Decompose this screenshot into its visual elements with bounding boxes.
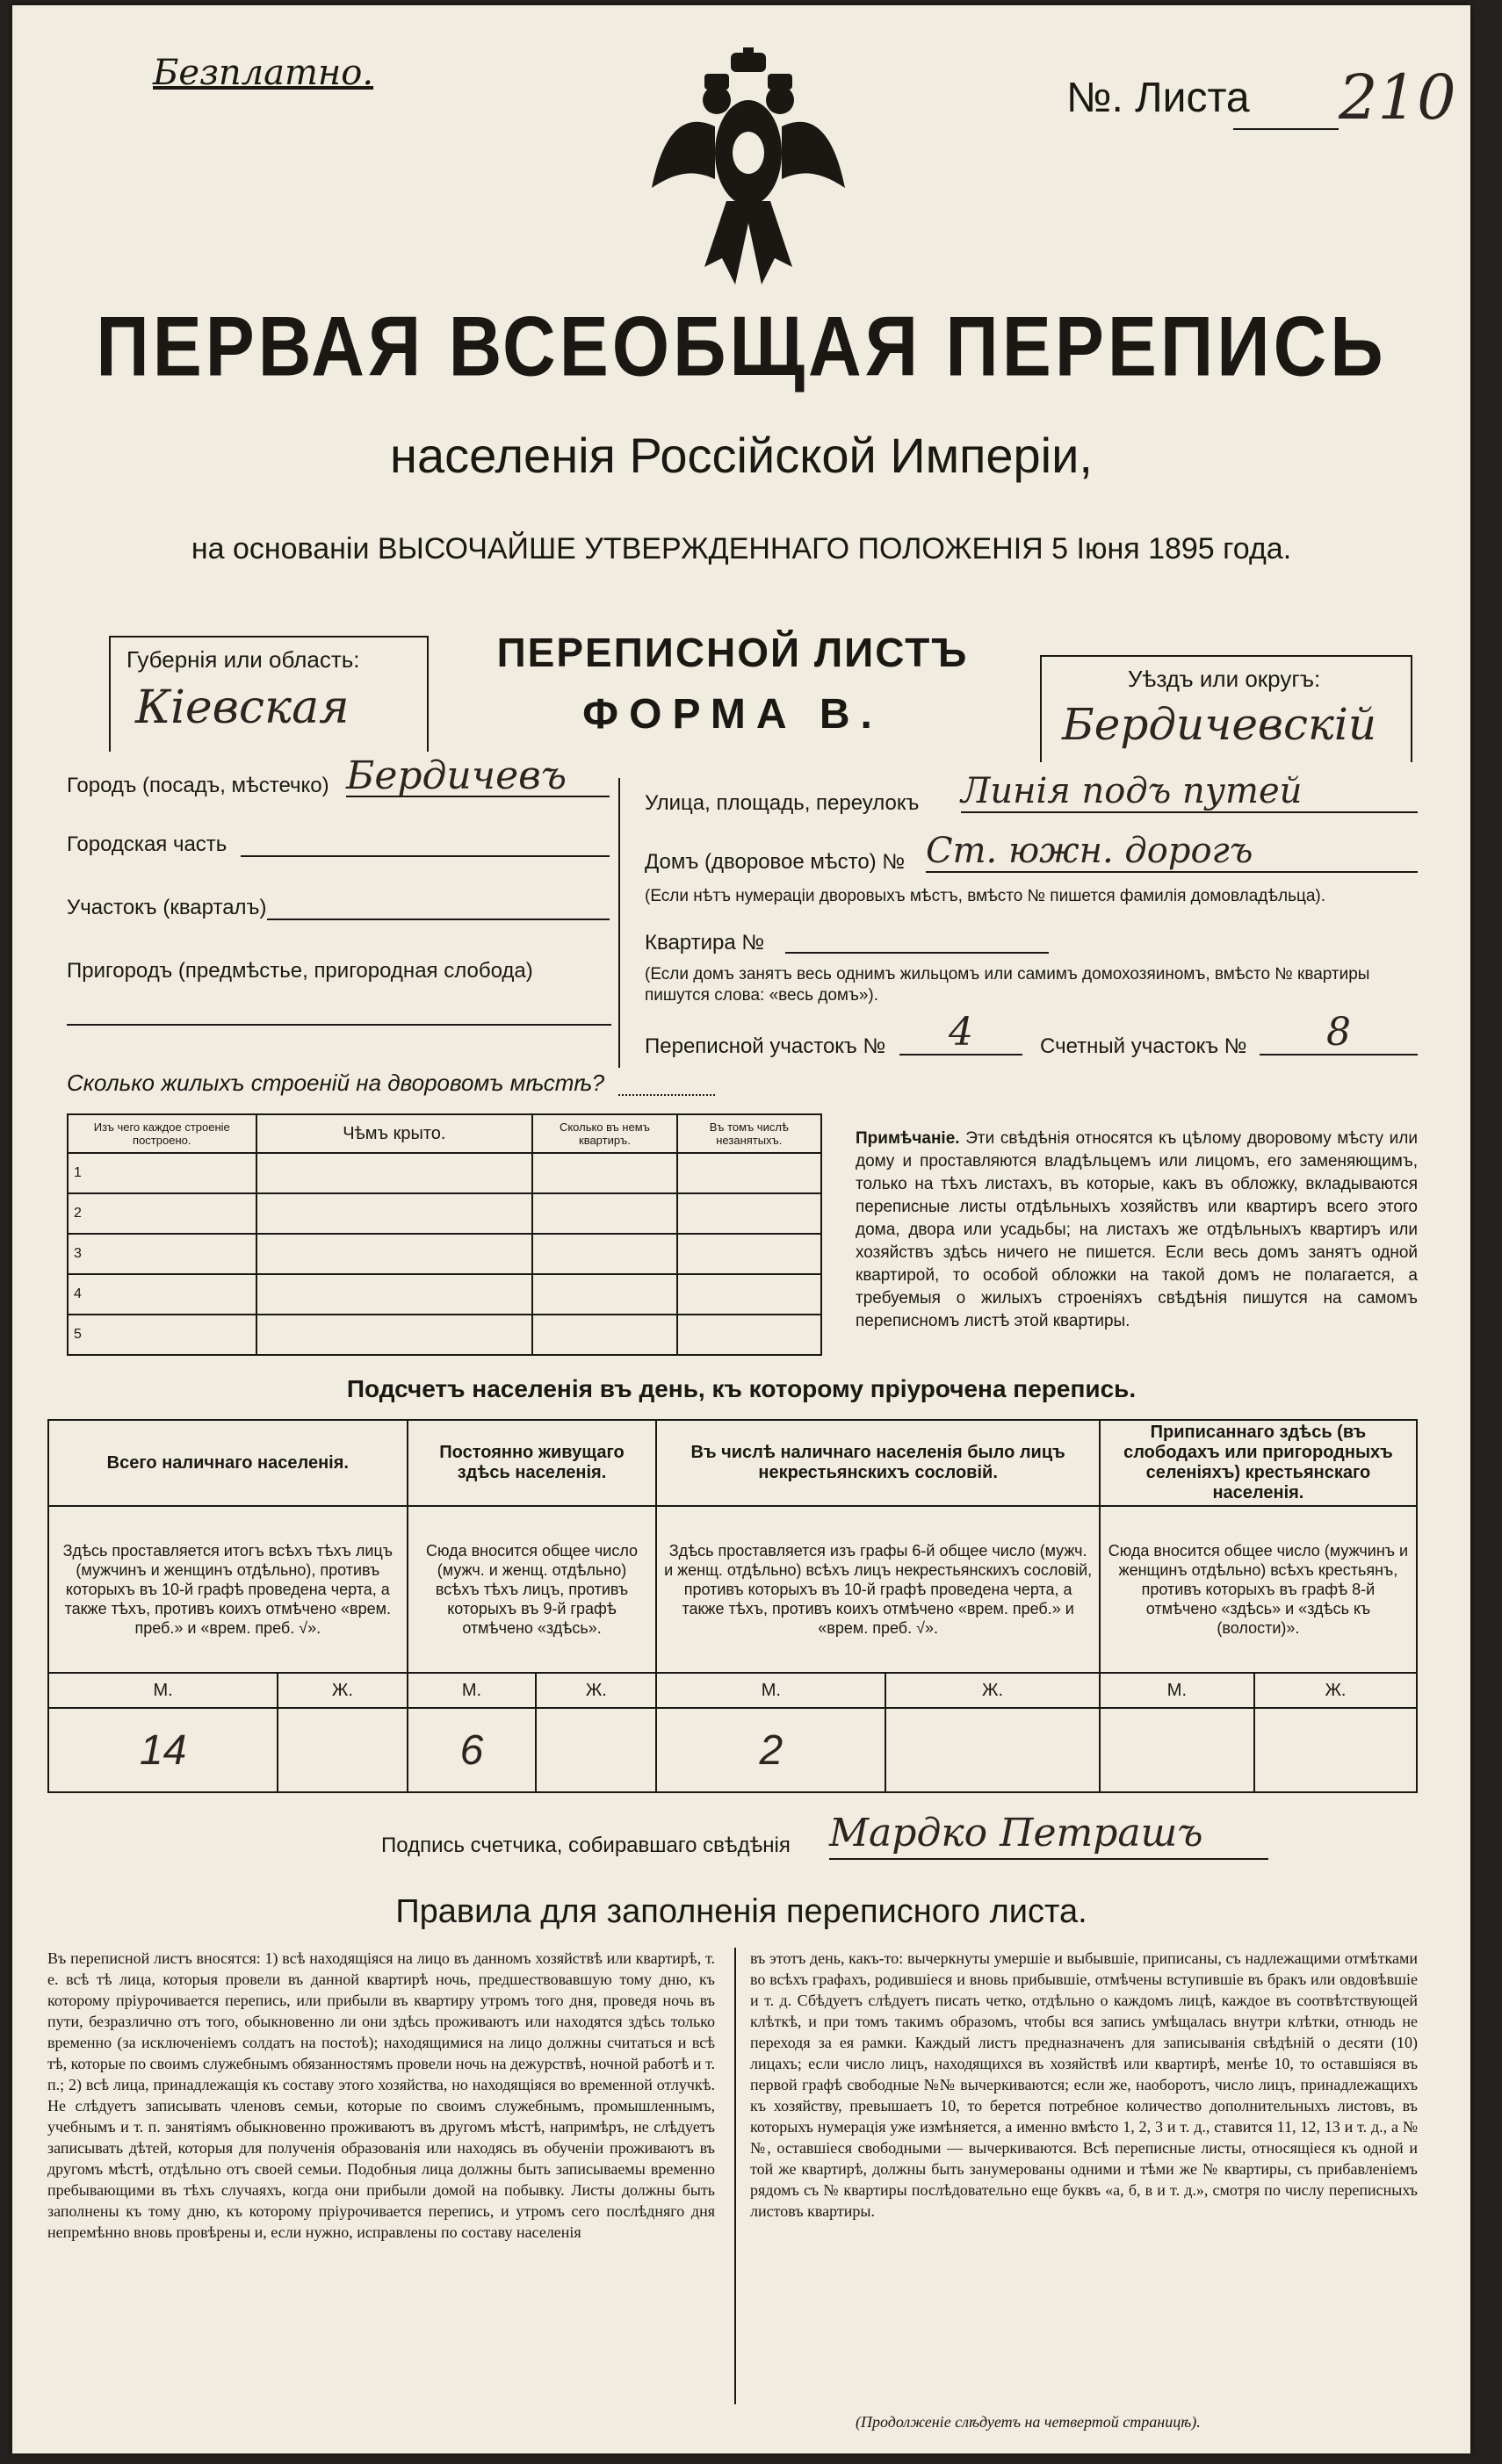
rules-left-column: Въ переписной листъ вносятся: 1) всѣ находящіяся на лицо въ данномъ хозяйствѣ или квартирѣ, т. е. всѣ тѣ лица, которыя провели въ данной квартирѣ ночь, предшествовавшую тому дню, къ которому пріурочивается перепись, или прибыли въ квартиру утромъ того дня, проведя ночь въ пути, безразлично отъ того, обыкновенно ли они здѣсь проживаютъ или находятся здѣсь только временно (за исключеніемъ солдатъ на постоѣ); находящимися на лицо должны считаться и всѣ тѣ, которые по своимъ служебнымъ обязанностямъ провели ночь на дежурствѣ, ночной работѣ и т. п.; 2) всѣ лица, принадлежащія къ составу этого хозяйства, но находящіяся во временной отлучкѣ. Не слѣдуетъ записывать членовъ семьи, которые по своимъ служебнымъ, промышленнымъ, учебнымъ и т. п. занятіямъ обыкновенно проживаютъ въ другомъ мѣстѣ, напримѣръ, не слѣдуетъ записывать дѣтей, которыя для полученія образованія или находясь въ обученіи проживаютъ въ другомъ мѣстѣ, отдѣльно отъ своей семьи. Подобныя лица должны быть записываемы временно пребывающими въ тѣхъ случаяхъ, когда они прибыли домой на побывку. Листы должны быть заполнены къ тому дню, къ которому пріурочивается перепись, и утромъ сего послѣдняго дня непремѣнно вновь провѣрены и, если нужно, исправлены по составу населенія <box>47 1949 715 2241</box>
pop-zh-label: Ж. <box>885 1673 1100 1708</box>
house-note: (Если нѣтъ нумераціи дворовыхъ мѣстъ, вмѣсто № пишется фамилія домовладѣльца). <box>645 887 1326 905</box>
pop-peasant-zh <box>1254 1708 1417 1792</box>
pop-col-resident-desc: Сюда вносится общее число (мужч. и женщ. отдѣльно) всѣхъ тѣхъ лицъ, противъ которыхъ въ 9-й графѣ отмѣчено «здѣсь». <box>408 1506 657 1673</box>
buildings-col-roof: Чѣмъ крыто. <box>256 1114 533 1153</box>
house-value: Ст. южн. дорогъ <box>926 831 1418 873</box>
rules-right-column: въ этотъ день, какъ-то: вычеркнуты умершіе и выбывшіе, приписаны, съ надлежащими отмѣтками во всѣхъ графахъ, родившіеся и вновь прибывшіе, отмѣчены вступившіе въ бракъ или овдовѣвшіе и т. д. Сбѣдуетъ слѣдуетъ писать четко, отдѣльно о каждомъ лицѣ, каждое въ соотвѣтствующей клѣткѣ, и при томъ такимъ образомъ, чтобы вся запись умѣщалась внутри клѣтки, отнюдь не переходя за ея рамки. Каждый листъ предназначенъ для записыванія свѣдѣній о десяти (10) лицахъ; если число лицъ, находящихся въ хозяйствѣ или квартирѣ, менѣе 10, то оставшіяся въ первой графѣ свободные №№ вычеркиваются; если же, наоборотъ, число лицъ, принадлежащихъ къ хозяйству, превышаетъ 10, то берется потребное количество дополнительныхъ листовъ, въ которыхъ нумерація уже измѣняется, а именно вмѣсто 1, 2, 3 и т. д., ставится 11, 12, 13 и т. д., а №№, оставшіеся свободными — вычеркиваются. Всѣ переписные листы, относящіеся къ одной и той же квартирѣ, должны быть занумерованы одними и тѣми же № квартиры, съ прибавленіемъ рядомъ съ № квартиры послѣдовательно еще буквъ «а, б, в и т. д.», смотря по числу переписныхъ листовъ квартиры. <box>750 1949 1418 2220</box>
pop-zh-label: Ж. <box>1254 1673 1417 1708</box>
main-title: ПЕРВАЯ ВСЕОБЩАЯ ПЕРЕПИСЬ <box>96 298 1387 393</box>
city-value: Бердичевъ <box>346 753 610 797</box>
form-label: ФОРМА В. <box>582 691 883 738</box>
apartment-line <box>785 952 1049 954</box>
census-area-value: 4 <box>899 1010 1022 1055</box>
free-label: Безплатно. <box>153 53 374 93</box>
street-value: Линія подъ путей <box>961 771 1418 813</box>
gubernia-label: Губернія или область: <box>126 646 360 673</box>
buildings-col-apartments: Сколько въ немъ квартиръ. <box>532 1114 676 1153</box>
population-table <box>47 1419 1418 1793</box>
pop-present-m: 14 <box>48 1708 278 1792</box>
sheet-number-value: 210 <box>1339 61 1456 133</box>
pop-nonpeasant-m: 2 <box>656 1708 885 1792</box>
uezd-label: Уѣздъ или округъ: <box>1128 666 1321 692</box>
signature-value: Мардко Петрашъ <box>829 1811 1268 1860</box>
pop-col-present-head: Всего наличнаго населенія. <box>48 1420 408 1506</box>
buildings-question-line <box>618 1094 715 1096</box>
suburb-label: Пригородъ (предмѣстье, пригородная слобода) <box>67 959 533 983</box>
buildings-col-vacant: Въ томъ числѣ незанятыхъ. <box>677 1114 821 1153</box>
city-part-line <box>241 855 610 857</box>
pop-col-resident-head: Постоянно живущаго здѣсь населенія. <box>408 1420 657 1506</box>
rules-title: Правила для заполненія переписного листа. <box>395 1893 1087 1930</box>
pop-zh-label: Ж. <box>536 1673 656 1708</box>
census-area-label: Переписной участокъ № <box>645 1034 886 1058</box>
district-line <box>267 919 610 920</box>
city-part-label: Городская часть <box>67 832 227 856</box>
double-headed-eagle-emblem <box>652 47 845 293</box>
pop-col-peasant-desc: Сюда вносится общее число (мужчинъ и женщинъ отдѣльно) всѣхъ крестьянъ, противъ которыхъ въ графѣ 8-й отмѣчено «здѣсь» и «здѣсь къ (волости)». <box>1100 1506 1417 1673</box>
apartment-note: (Если домъ занятъ весь однимъ жильцомъ или самимъ домохозяиномъ, вмѣсто № квартиры пишутся слова: «весь домъ»). <box>645 965 1370 1005</box>
sheet-number-label: №. Листа <box>1066 75 1250 121</box>
city-label: Городъ (посадъ, мѣстечко) <box>67 774 329 797</box>
note-text: Эти свѣдѣнія относятся къ цѣлому дворовому мѣсту или дому и проставляются владѣльцемъ или лицомъ, его заменяющимъ, только на тѣхъ листахъ, въ которые, какъ въ обложку, вкладываются переписные листы отдѣльныхъ хозяйствъ или квартиръ всего этого дома, двора или усадьбы; на листахъ же отдѣльныхъ квартиръ или хозяйствъ здѣсь ничего не пишется. Если весь домъ занятъ одной квартирой, то особой обложки на такой домъ не полагается, а требуемыя о жилыхъ строеніяхъ свѣдѣнія пишутся на самомъ переписномъ листѣ этой квартиры. <box>856 1129 1418 1330</box>
pop-resident-zh <box>536 1708 656 1792</box>
gubernia-value: Кіевская <box>135 681 350 734</box>
pop-m-label: М. <box>1100 1673 1254 1708</box>
census-form-sheet <box>12 5 1470 2453</box>
district-label: Участокъ (кварталъ) <box>67 896 267 919</box>
pop-resident-m: 6 <box>408 1708 537 1792</box>
pop-col-present-desc: Здѣсь проставляется итогъ всѣхъ тѣхъ лицъ (мужчинъ и женщинъ отдѣльно), противъ которыхъ въ 10-й графѣ проведена черта, а также тѣхъ, противъ коихъ отмѣчено «врем. преб.» и «врем. преб. √». <box>48 1506 408 1673</box>
pop-nonpeasant-zh <box>885 1708 1100 1792</box>
buildings-note <box>856 1128 1418 1333</box>
suburb-line <box>67 1024 611 1026</box>
signature-label: Подпись счетчика, собиравшаго свѣдѣнія <box>381 1834 791 1857</box>
pop-zh-label: Ж. <box>278 1673 407 1708</box>
rules-divider <box>734 1948 736 2404</box>
buildings-row-num: 3 <box>68 1234 256 1274</box>
buildings-question: Сколько жилыхъ строеній на дворовомъ мѣстѣ? <box>67 1070 605 1096</box>
pop-m-label: М. <box>48 1673 278 1708</box>
pop-col-nonpeasant-desc: Здѣсь проставляется изъ графы 6-й общее число (мужч. и женщ. отдѣльно) всѣхъ лицъ некрестьянскихъ сословій, противъ которыхъ въ 10-й графѣ проведена черта, а также тѣхъ, противъ коихъ отмѣчено «врем. преб.» и «врем. преб. √». <box>656 1506 1099 1673</box>
buildings-row-num: 1 <box>68 1153 256 1193</box>
pop-m-label: М. <box>656 1673 885 1708</box>
buildings-row-num: 5 <box>68 1315 256 1355</box>
house-label: Домъ (дворовое мѣсто) № <box>645 850 906 874</box>
buildings-row-num: 4 <box>68 1274 256 1315</box>
pop-peasant-m <box>1100 1708 1254 1792</box>
rules-continued: (Продолженіе слѣдуетъ на четвертой страницѣ). <box>856 2413 1201 2431</box>
count-area-value: 8 <box>1260 1010 1418 1055</box>
count-area-label: Счетный участокъ № <box>1040 1034 1247 1058</box>
buildings-table <box>67 1113 822 1356</box>
buildings-col-material: Изъ чего каждое строеніе построено. <box>68 1114 256 1153</box>
pop-col-peasant-head: Приписаннаго здѣсь (въ слободахъ или пригородныхъ селеніяхъ) крестьянскаго населенія. <box>1100 1420 1417 1506</box>
pop-present-zh <box>278 1708 407 1792</box>
uezd-value: Бердичевскій <box>1062 699 1377 750</box>
form-title: ПЕРЕПИСНОЙ ЛИСТЪ <box>496 630 969 675</box>
pop-col-nonpeasant-head: Въ числѣ наличнаго населенія было лицъ некрестьянскихъ сословій. <box>656 1420 1099 1506</box>
apartment-label: Квартира № <box>645 931 765 955</box>
legal-basis: на основаніи ВЫСОЧАЙШЕ УТВЕРЖДЕННАГО ПОЛОЖЕНІЯ 5 Іюня 1895 года. <box>191 532 1292 566</box>
pop-m-label: М. <box>408 1673 537 1708</box>
subtitle: населенія Россійской Имперіи, <box>390 428 1093 483</box>
buildings-row-num: 2 <box>68 1193 256 1234</box>
street-label: Улица, площадь, переулокъ <box>645 791 920 815</box>
note-heading: Примѣчаніе. <box>856 1129 960 1148</box>
sheet-number-line <box>1233 128 1339 130</box>
population-title: Подсчетъ населенія въ день, къ которому пріурочена перепись. <box>346 1375 1137 1402</box>
address-divider <box>618 778 620 1068</box>
